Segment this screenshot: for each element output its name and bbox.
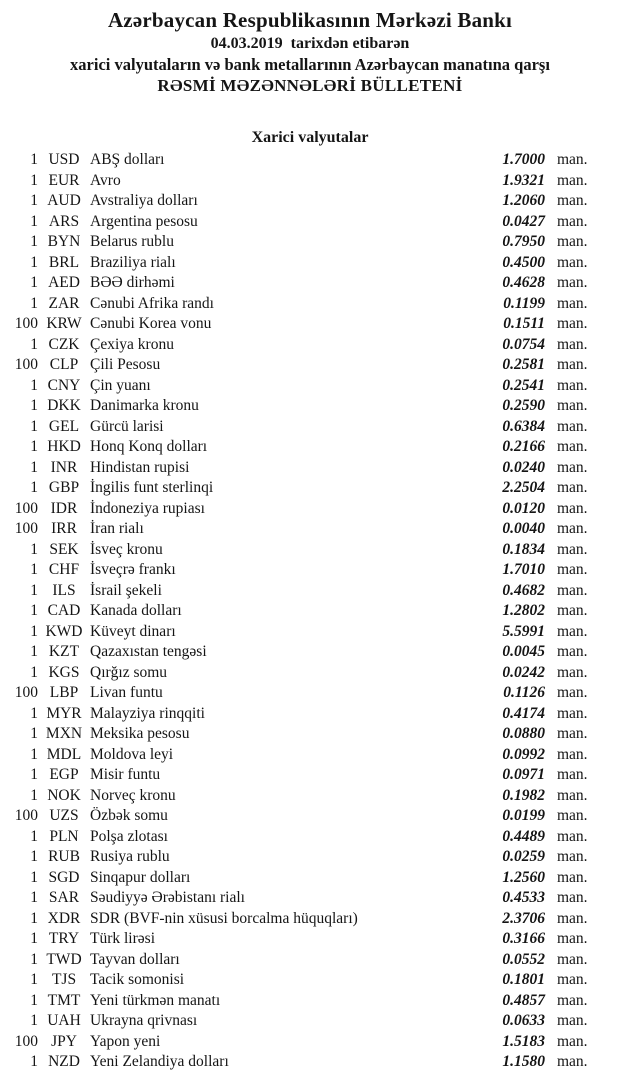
rate-value: 5.5991 [502,622,545,640]
currency-code: EUR [48,171,80,189]
quantity: 100 [14,684,38,701]
currency-code: NZD [48,1053,80,1070]
rate-row [0,847,597,868]
unit-label: man. [557,602,588,619]
currency-name: İsveçrə frankı [90,561,176,578]
rate-value: 0.4500 [502,253,545,271]
unit-label: man. [557,458,588,476]
quantity: 1 [30,909,38,927]
unit-label: man. [557,438,588,455]
currency-name: Livan funtu [90,684,163,701]
currency-code: KWD [45,622,83,640]
unit-label: man. [557,725,588,742]
unit-label: man. [557,807,588,824]
quantity: 1 [30,397,38,414]
currency-name: İsrail şekeli [90,581,162,599]
rate-row [0,683,597,704]
rate-value: 0.0242 [502,663,545,681]
quantity: 1 [30,622,38,640]
rate-row [0,929,597,950]
unit-label: man. [557,930,588,947]
currency-code: TMT [47,991,81,1009]
currency-name: Kanada dolları [90,602,182,619]
unit-label: man. [557,479,588,496]
rate-value: 0.0240 [502,458,545,476]
rate-row [0,601,597,622]
currency-name: Küveyt dinarı [90,622,176,640]
rate-value: 1.9321 [502,171,545,189]
rate-row [0,314,597,335]
unit-label: man. [557,376,588,394]
currency-code: AUD [47,192,81,209]
section-title-foreign-currencies: Xarici valyutalar [251,129,369,146]
unit-label: man. [557,684,588,701]
rate-row [0,273,597,294]
rate-row [0,171,597,192]
unit-label: man. [557,868,588,886]
bulletin-title: RƏSMİ MƏZƏNNƏLƏRİ BÜLLETENİ [157,76,463,95]
quantity: 100 [14,499,38,517]
currency-code: CLP [49,356,79,373]
quantity: 100 [14,1032,38,1050]
rate-row [0,560,597,581]
unit-label: man. [557,520,588,537]
quantity: 1 [30,479,38,496]
quantity: 1 [30,786,38,804]
rate-row [0,294,597,315]
quantity: 1 [30,212,38,230]
rate-value: 1.2060 [502,192,545,209]
quantity: 1 [30,561,38,578]
rate-value: 1.2802 [502,602,545,619]
currency-name: Sinqapur dolları [90,868,191,886]
currency-name: Danimarka kronu [90,397,199,414]
quantity: 1 [30,274,38,291]
quantity: 100 [14,807,38,824]
rate-value: 1.2560 [502,868,545,886]
currency-name: Çili Pesosu [90,356,161,373]
currency-name: İngilis funt sterlinqi [90,479,214,496]
quantity: 1 [30,253,38,271]
currency-code: CAD [47,602,81,619]
currency-code: INR [50,458,78,476]
unit-label: man. [557,971,588,988]
currency-code: NOK [47,786,81,804]
quantity: 1 [30,335,38,353]
currency-name: ABŞ dolları [90,151,165,168]
rate-value: 1.5183 [502,1032,545,1050]
currency-name: Tacik somonisi [90,971,185,988]
currency-code: SGD [48,868,80,886]
quantity: 1 [30,704,38,722]
currency-name: Qırğız somu [90,663,168,681]
quantity: 1 [30,233,38,250]
quantity: 1 [30,889,38,906]
currency-name: Argentina pesosu [90,212,198,230]
unit-label: man. [557,294,588,312]
currency-name: Çexiya kronu [90,335,174,353]
rate-value: 0.1982 [502,786,545,804]
currency-name: Cənubi Afrika randı [90,294,214,312]
rate-row [0,765,597,786]
quantity: 1 [30,930,38,947]
rate-value: 0.4857 [502,991,545,1009]
rate-row [0,417,597,438]
currency-code: GEL [48,417,80,435]
currency-code: ARS [48,212,80,230]
unit-label: man. [557,151,588,168]
rate-row [0,581,597,602]
currency-code: ILS [52,581,76,599]
unit-label: man. [557,1053,588,1070]
currency-code: SAR [48,889,80,906]
currency-name: Moldova leyi [90,745,174,763]
rates-table [0,150,620,1073]
currency-name: Gürcü larisi [90,417,164,435]
currency-name: Braziliya rialı [90,253,176,271]
rate-row [0,704,597,725]
unit-label: man. [557,643,588,660]
quantity: 1 [30,971,38,988]
currency-name: İsveç kronu [90,540,163,558]
currency-code: DKK [47,397,81,414]
rate-row [0,191,597,212]
rate-row [0,745,597,766]
rate-value: 0.4174 [502,704,545,722]
currency-code: BYN [47,233,81,250]
bulletin-header [0,0,620,97]
rate-row [0,991,597,1012]
rate-value: 0.0992 [502,745,545,763]
quantity: 1 [30,643,38,660]
rate-value: 0.1801 [502,971,545,988]
currency-code: KZT [48,643,80,660]
currency-name: SDR (BVF-nin xüsusi borcalma hüquqları) [90,909,358,927]
bulletin-subtitle: xarici valyutaların və bank metallarının Azərbaycan manatına qarşı [70,55,550,74]
quantity: 1 [30,827,38,845]
currency-code: RUB [48,848,80,865]
unit-label: man. [557,274,588,291]
rate-row [0,622,597,643]
rate-row [0,888,597,909]
rate-value: 0.0880 [502,725,545,742]
currency-name: Cənubi Korea vonu [90,315,212,332]
quantity: 1 [30,151,38,168]
rate-value: 0.1199 [503,294,545,312]
currency-code: CNY [47,376,81,394]
rate-value: 2.3706 [502,909,545,927]
rate-value: 0.0633 [502,1012,545,1029]
currency-code: PLN [49,827,79,845]
quantity: 1 [30,540,38,558]
currency-name: Yapon yeni [90,1032,161,1050]
rate-value: 0.3166 [502,930,545,947]
currency-name: Belarus rublu [90,233,174,250]
rate-value: 0.0259 [502,848,545,865]
currency-name: BƏƏ dirhəmi [90,274,175,291]
rate-value: 0.0040 [502,520,545,537]
currency-code: LBP [49,684,79,701]
rate-row [0,519,597,540]
quantity: 1 [30,171,38,189]
quantity: 1 [30,663,38,681]
currency-name: Misir funtu [90,766,161,783]
unit-label: man. [557,417,588,435]
currency-code: KGS [48,663,80,681]
bank-name: Azərbaycan Respublikasının Mərkəzi Bankı [107,8,513,32]
unit-label: man. [557,950,588,968]
rate-value: 1.7010 [502,561,545,578]
currency-name: Polşa zlotası [90,827,168,845]
quantity: 100 [14,315,38,332]
quantity: 1 [30,1053,38,1070]
rate-row [0,253,597,274]
rate-row [0,458,597,479]
unit-label: man. [557,1032,588,1050]
unit-label: man. [557,745,588,763]
currency-code: MYR [46,704,82,722]
rate-row [0,663,597,684]
rate-row [0,437,597,458]
unit-label: man. [557,192,588,209]
rate-value: 0.2541 [502,376,545,394]
unit-label: man. [557,335,588,353]
quantity: 1 [30,725,38,742]
currency-code: AED [48,274,80,291]
currency-code: CZK [48,335,80,353]
unit-label: man. [557,561,588,578]
rate-row [0,1032,597,1053]
currency-name: Yeni Zelandiya dolları [90,1053,229,1070]
currency-name: Meksika pesosu [90,725,190,742]
currency-name: Türk lirəsi [90,930,155,947]
currency-name: İndoneziya rupiası [90,499,205,517]
rate-row [0,1052,597,1073]
currency-code: MDL [46,745,82,763]
rate-value: 0.4533 [502,889,545,906]
currency-name: Çin yuanı [90,376,151,394]
rate-row [0,150,597,171]
unit-label: man. [557,909,588,927]
unit-label: man. [557,848,588,865]
quantity: 1 [30,602,38,619]
unit-label: man. [557,827,588,845]
currency-code: ZAR [48,294,80,312]
unit-label: man. [557,315,588,332]
quantity: 1 [30,376,38,394]
currency-code: IDR [50,499,78,517]
currency-name: Norveç kronu [90,786,176,804]
unit-label: man. [557,704,588,722]
effective-date-line: 04.03.2019 tarixdən etibarən [210,35,410,52]
currency-name: Ukrayna qrivnası [90,1012,198,1029]
currency-code: KRW [46,315,82,332]
quantity: 1 [30,991,38,1009]
quantity: 1 [30,745,38,763]
currency-code: BRL [48,253,80,271]
rate-value: 0.0120 [502,499,545,517]
unit-label: man. [557,766,588,783]
rate-row [0,868,597,889]
rate-row [0,478,597,499]
rate-value: 0.2590 [502,397,545,414]
quantity: 1 [30,581,38,599]
currency-code: JPY [51,1032,77,1050]
rate-row [0,232,597,253]
currency-name: Hindistan rupisi [90,458,190,476]
rate-row [0,909,597,930]
quantity: 1 [30,458,38,476]
currency-code: TJS [51,971,77,988]
rate-value: 0.2166 [502,438,545,455]
rate-value: 0.0045 [502,643,545,660]
rate-row [0,950,597,971]
currency-code: TWD [46,950,82,968]
currency-code: IRR [51,520,77,537]
rate-value: 0.1834 [502,540,545,558]
quantity: 1 [30,950,38,968]
unit-label: man. [557,786,588,804]
currency-name: Özbək somu [90,807,168,824]
rate-value: 0.1126 [503,684,545,701]
currency-name: Rusiya rublu [90,848,170,865]
rate-value: 0.1511 [503,315,545,332]
currency-name: Malayziya rinqqiti [90,704,205,722]
quantity: 1 [30,848,38,865]
rate-row [0,355,597,376]
unit-label: man. [557,499,588,517]
rate-value: 0.0427 [502,212,545,230]
currency-name: Yeni türkmən manatı [90,991,221,1009]
unit-label: man. [557,889,588,906]
rate-row [0,724,597,745]
currency-name: Avstraliya dolları [90,192,198,209]
unit-label: man. [557,233,588,250]
rate-value: 0.6384 [502,417,545,435]
quantity: 1 [30,294,38,312]
rate-value: 2.2504 [502,479,545,496]
currency-name: Honq Konq dolları [90,438,208,455]
rate-row [0,212,597,233]
unit-label: man. [557,212,588,230]
currency-code: CHF [48,561,80,578]
rate-row [0,499,597,520]
quantity: 1 [30,868,38,886]
rate-row [0,642,597,663]
unit-label: man. [557,397,588,414]
rate-value: 0.0199 [502,807,545,824]
quantity: 100 [14,356,38,373]
unit-label: man. [557,253,588,271]
rate-row [0,335,597,356]
unit-label: man. [557,991,588,1009]
rate-value: 0.4682 [502,581,545,599]
quantity: 1 [30,417,38,435]
unit-label: man. [557,622,588,640]
rate-value: 1.1580 [502,1053,545,1070]
currency-code: UAH [47,1012,81,1029]
rate-value: 0.4628 [502,274,545,291]
quantity: 1 [30,766,38,783]
currency-name: Tayvan dolları [90,950,180,968]
rate-row [0,540,597,561]
rate-row [0,806,597,827]
rate-value: 0.0552 [502,950,545,968]
currency-code: HKD [47,438,81,455]
rate-row [0,786,597,807]
currency-code: SEK [49,540,79,558]
rate-row [0,396,597,417]
unit-label: man. [557,663,588,681]
currency-code: EGP [49,766,79,783]
currency-name: Avro [90,171,121,189]
quantity: 1 [30,1012,38,1029]
currency-name: İran rialı [90,520,144,537]
rate-value: 0.4489 [502,827,545,845]
rate-row [0,970,597,991]
rate-value: 0.0754 [502,335,545,353]
currency-code: XDR [47,909,81,927]
currency-name: Qazaxıstan tengəsi [90,643,207,660]
unit-label: man. [557,581,588,599]
currency-name: Səudiyyə Ərəbistanı rialı [90,889,245,906]
currency-code: TRY [48,930,80,947]
quantity: 1 [30,192,38,209]
currency-code: UZS [49,807,79,824]
rate-value: 0.2581 [502,356,545,373]
unit-label: man. [557,356,588,373]
rate-row [0,376,597,397]
unit-label: man. [557,171,588,189]
currency-code: USD [48,151,80,168]
quantity: 1 [30,438,38,455]
unit-label: man. [557,540,588,558]
rate-value: 0.7950 [502,233,545,250]
rate-row [0,1011,597,1032]
rate-row [0,827,597,848]
rate-value: 1.7000 [502,151,545,168]
currency-code: GBP [48,479,80,496]
currency-code: MXN [45,725,83,742]
rate-value: 0.0971 [502,766,545,783]
unit-label: man. [557,1012,588,1029]
quantity: 100 [14,520,38,537]
